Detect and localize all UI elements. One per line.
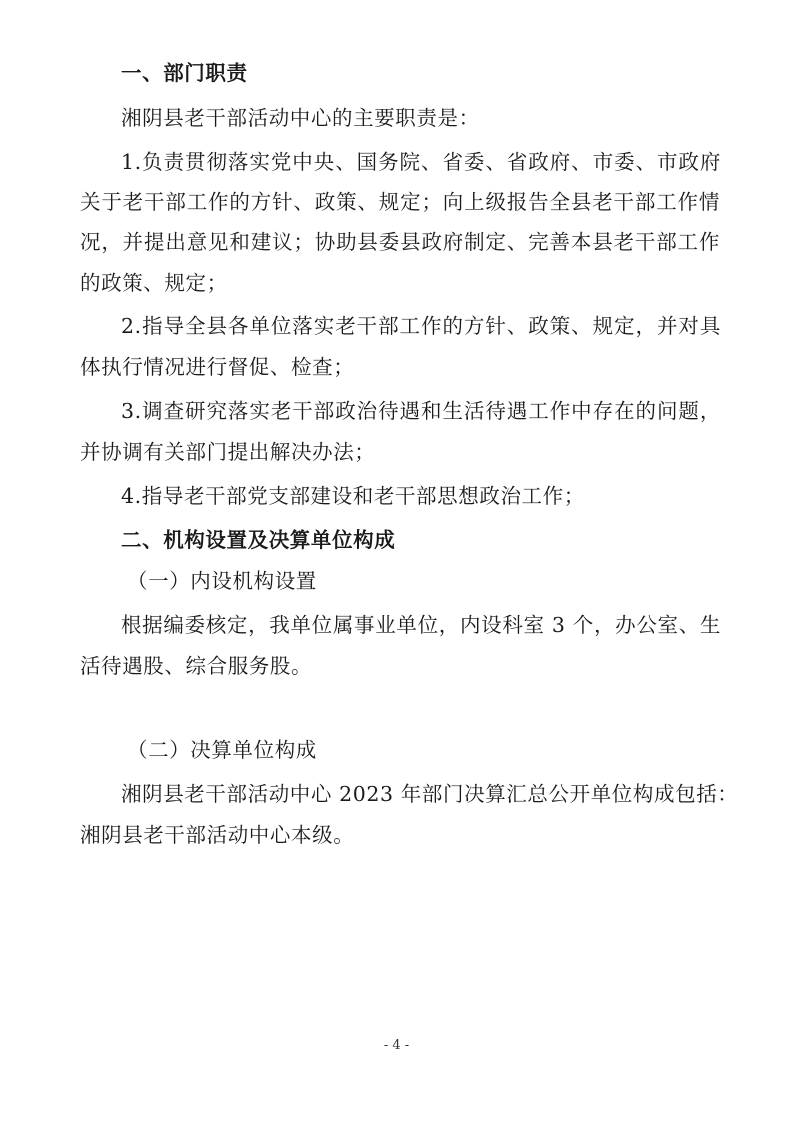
page-number: - 4 - (383, 1038, 410, 1053)
section-2-heading: 二、机构设置及决算单位构成 (121, 528, 396, 552)
section-2-sub-1-heading: （一）内设机构设置 (127, 569, 317, 593)
duty-1-line-4: 的政策、规定； (80, 271, 228, 295)
duty-1-line-2: 关于老干部工作的方针、政策、规定；向上级报告全县老干部工作情 (80, 190, 720, 214)
duty-2-line-1: 2.指导全县各单位落实老干部工作的方针、政策、规定，并对具 (121, 314, 721, 338)
sub-2-text-line-1: 湘阴县老干部活动中心 2023 年部门决算汇总公开单位构成包括： (121, 782, 739, 806)
duty-4-line-1: 4.指导老干部党支部建设和老干部思想政治工作； (121, 484, 585, 508)
sub-1-text-line-2: 活待遇股、综合服务股。 (80, 654, 313, 678)
duty-3-line-2: 并协调有关部门提出解决办法； (80, 440, 376, 464)
section-2-sub-2-heading: （二）决算单位构成 (127, 738, 317, 762)
section-1-intro: 湘阴县老干部活动中心的主要职责是： (121, 106, 480, 130)
sub-2-text-line-2: 湘阴县老干部活动中心本级。 (80, 823, 355, 847)
duty-3-line-1: 3.调查研究落实老干部政治待遇和生活待遇工作中存在的问题， (121, 399, 721, 423)
section-1-heading: 一、部门职责 (121, 61, 248, 85)
duty-1-line-3: 况，并提出意见和建议；协助县委县政府制定、完善本县老干部工作 (80, 230, 720, 254)
sub-1-text-line-1: 根据编委核定，我单位属事业单位，内设科室 3 个，办公室、生 (121, 613, 721, 637)
duty-2-line-2: 体执行情况进行督促、检查； (80, 355, 355, 379)
duty-1-line-1: 1.负责贯彻落实党中央、国务院、省委、省政府、市委、市政府 (121, 150, 721, 174)
